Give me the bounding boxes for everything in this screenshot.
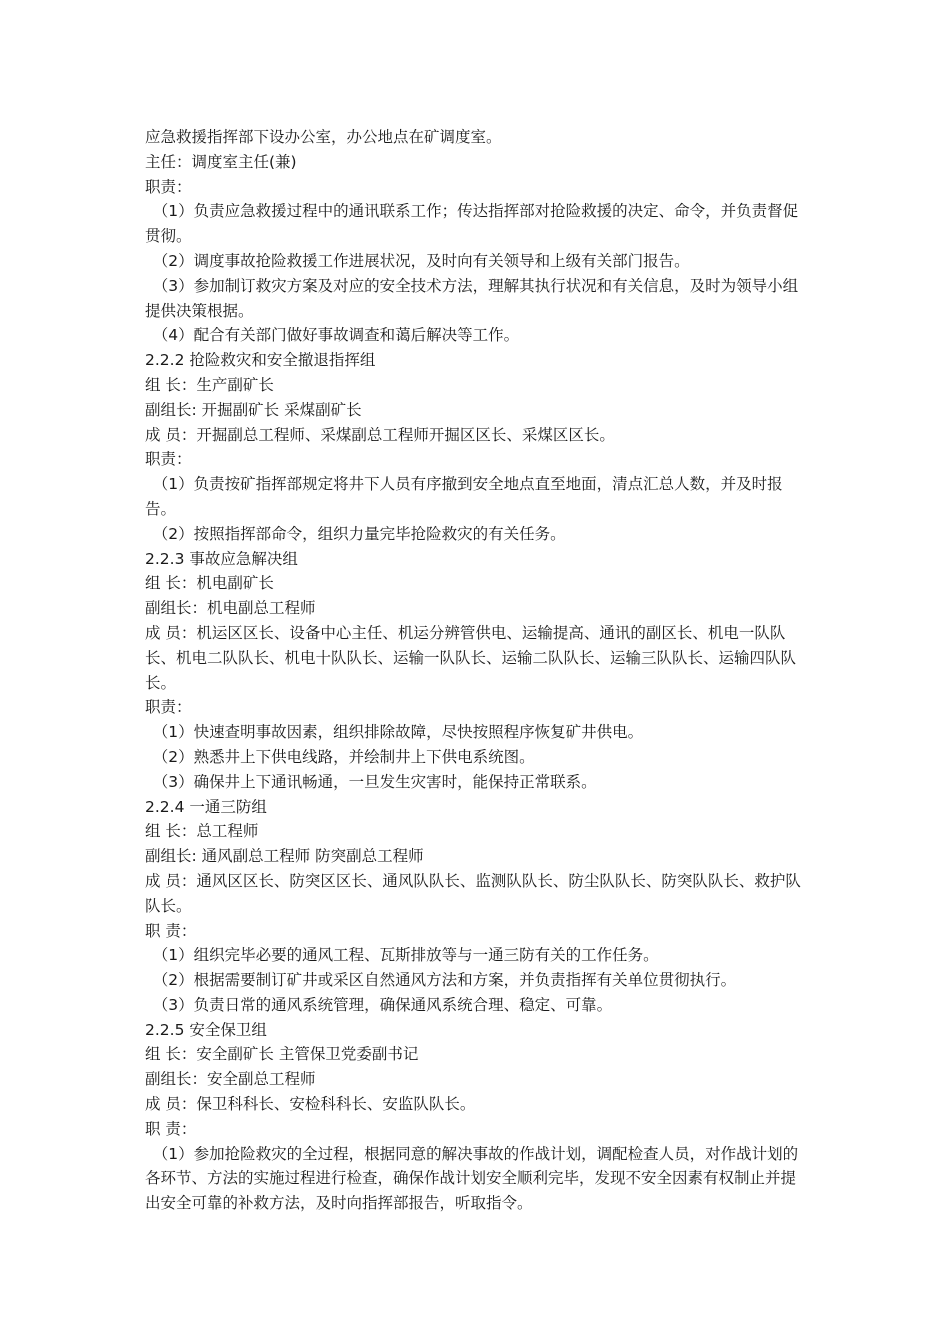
paragraph-line: 2.2.3 事故应急解决组 — [145, 549, 298, 568]
paragraph-line: （3）参加制订救灾方案及对应的安全技术方法，理解其执行状况和有关信息，及时为领导小组提供决策根据。 — [145, 276, 799, 320]
paragraph-line: （1）快速查明事故因素，组织排除故障，尽快按照程序恢复矿井供电。 — [152, 723, 644, 742]
paragraph-line: 组 长：安全副矿长 主管保卫党委副书记 — [145, 1045, 419, 1064]
paragraph-line: （2）调度事故抢险救援工作进展状况，及时向有关领导和上级有关部门报告。 — [152, 251, 690, 270]
paragraph-line: （1）组织完毕必要的通风工程、瓦斯排放等与一通三防有关的工作任务。 — [152, 946, 659, 965]
paragraph-line: （3）确保井上下通讯畅通，一旦发生灾害时，能保持正常联系。 — [152, 772, 597, 791]
paragraph-line: 职责： — [145, 177, 192, 196]
paragraph-line: （1）参加抢险救灾的全过程，根据同意的解决事故的作战计划，调配检查人员，对作战计划的各环节、方法的实施过程进行检查，确保作战计划安全顺利完毕，发现不安全因素有权制止并提出安全可靠的补救方法，及时向指挥部报告，听取指令。 — [145, 1144, 799, 1213]
paragraph-line: 组 长：生产副矿长 — [145, 375, 274, 394]
paragraph-line: （3）负责日常的通风系统管理，确保通风系统合理、稳定、可靠。 — [152, 995, 613, 1014]
paragraph-line: 职 责： — [145, 921, 197, 940]
paragraph-line: （1）负责按矿指挥部规定将井下人员有序撤到安全地点直至地面，清点汇总人数，并及时报告。 — [145, 475, 783, 518]
paragraph-line: （4）配合有关部门做好事故调查和蔼后解决等工作。 — [152, 326, 520, 345]
paragraph-line: 副组长: 通风副总工程师 防突副总工程师 — [145, 847, 424, 866]
paragraph-line: 2.2.2 抢险救灾和安全撤退指挥组 — [145, 351, 376, 370]
paragraph-line: 成 员：开掘副总工程师、采煤副总工程师开掘区区长、采煤区区长。 — [145, 425, 615, 444]
paragraph-line: 主任：调度室主任(兼) — [145, 152, 297, 171]
paragraph-line: 成 员：通风区区长、防突区区长、通风队队长、监测队队长、防尘队队长、防突队队长、救护队队长。 — [145, 871, 801, 915]
paragraph-line: 应急救援指挥部下设办公室，办公地点在矿调度室。 — [145, 128, 502, 146]
paragraph-line: 副组长：安全副总工程师 — [145, 1070, 316, 1089]
paragraph-line: 2.2.4 一通三防组 — [145, 797, 267, 816]
paragraph-line: 组 长：总工程师 — [145, 822, 259, 841]
paragraph-line: （2）熟悉井上下供电线路，并绘制井上下供电系统图。 — [152, 747, 535, 766]
paragraph-line: 成 员：机运区区长、设备中心主任、机运分辨管供电、运输提高、通讯的副区长、机电一队队长、机电二队队长、机电十队队长、运输一队队长、运输二队队长、运输三队队长、运输四队队长。 — [145, 623, 797, 692]
paragraph-line: 职责： — [145, 450, 192, 469]
paragraph-line: 职责： — [145, 698, 192, 717]
paragraph-line: （2）根据需要制订矿井或采区自然通风方法和方案，并负责指挥有关单位贯彻执行。 — [152, 971, 737, 990]
paragraph-line: （1）负责应急救援过程中的通讯联系工作；传达指挥部对抢险救援的决定、命令，并负责督促贯彻。 — [145, 202, 799, 246]
paragraph-line: （2）按照指挥部命令，组织力量完毕抢险救灾的有关任务。 — [152, 524, 566, 543]
paragraph-line: 组 长：机电副矿长 — [145, 574, 274, 593]
paragraph-line: 2.2.5 安全保卫组 — [145, 1020, 267, 1039]
paragraph-line: 副组长：机电副总工程师 — [145, 599, 316, 618]
paragraph-line: 成 员：保卫科科长、安检科科长、安监队队长。 — [145, 1095, 476, 1114]
paragraph-line: 职 责： — [145, 1119, 197, 1138]
document-body — [145, 125, 810, 1216]
paragraph-line: 副组长: 开掘副矿长 采煤副矿长 — [145, 400, 362, 419]
